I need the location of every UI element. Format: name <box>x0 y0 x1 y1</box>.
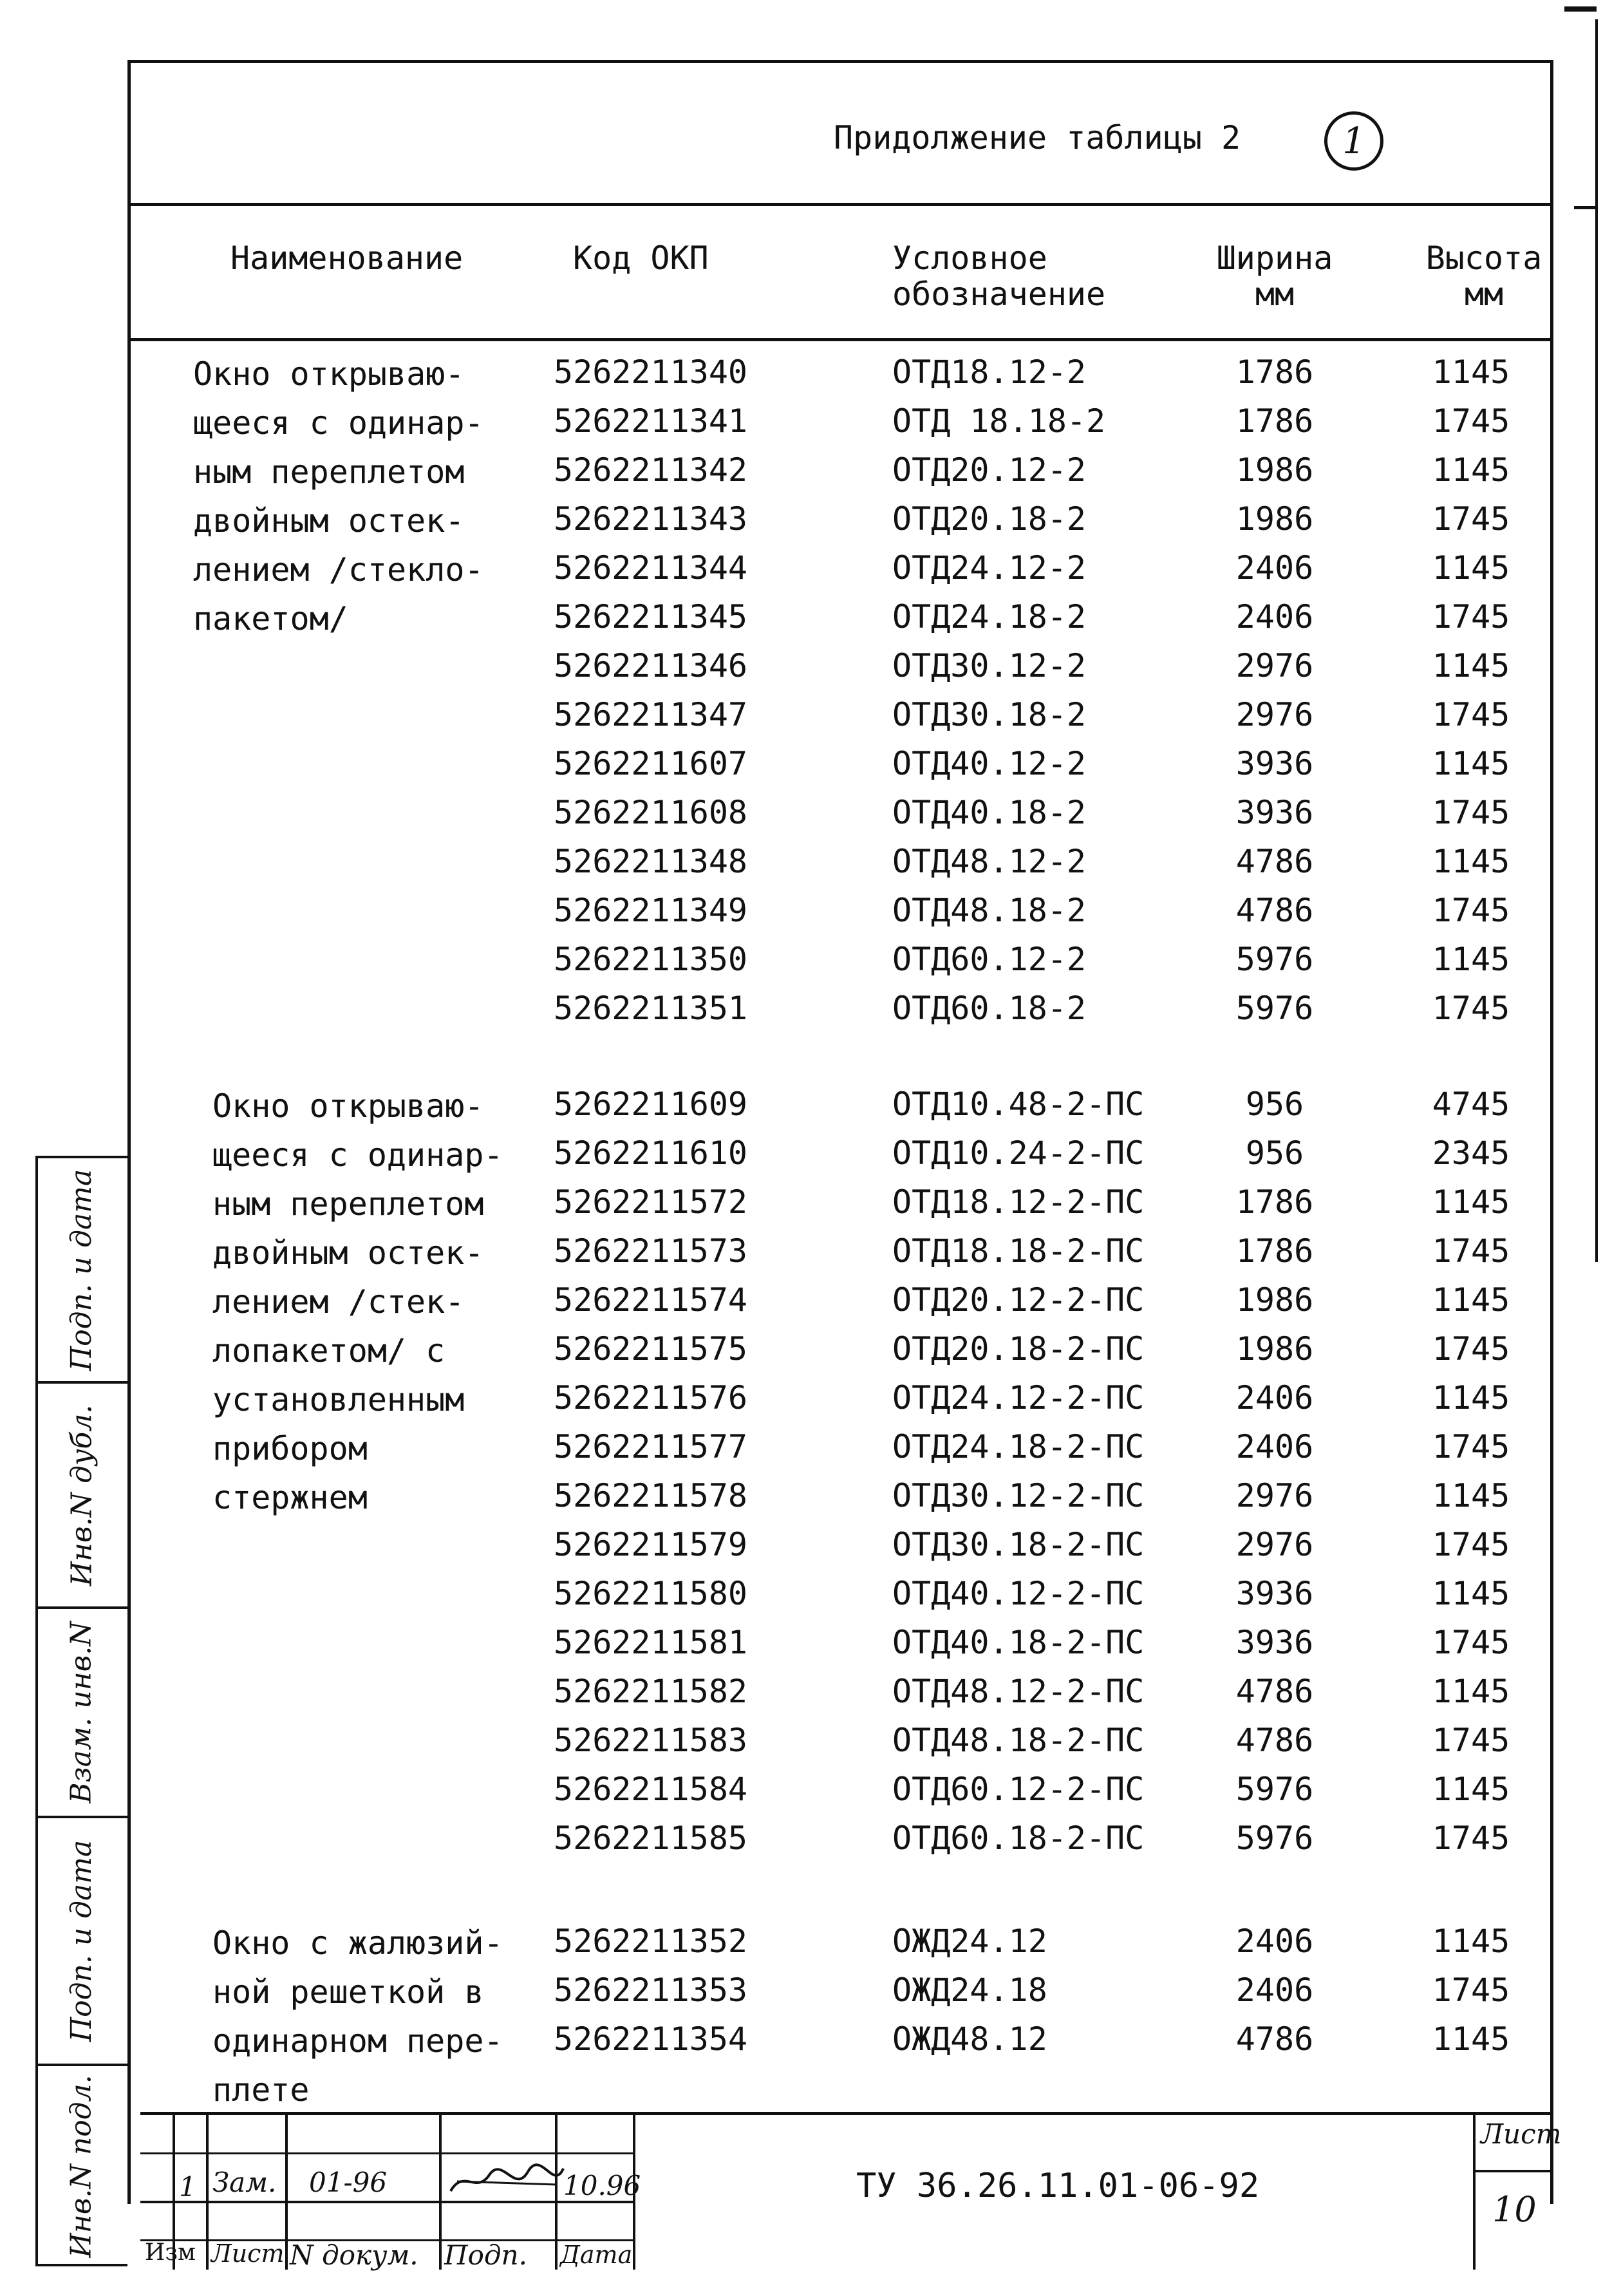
cell-designation: ОТД40.18-2-ПС <box>892 1624 1145 1661</box>
cell-code: 5262211572 <box>554 1183 748 1221</box>
col-header-designation: Условное обозначение <box>892 240 1106 313</box>
cell-designation: ОТД10.24-2-ПС <box>892 1134 1145 1172</box>
cell-width: 956 <box>1245 1134 1304 1172</box>
signature <box>444 2162 567 2201</box>
cell-designation: ОЖД24.12 <box>892 1923 1047 1960</box>
cell-width: 2406 <box>1235 598 1314 635</box>
sheet-number: 10 <box>1492 2189 1537 2230</box>
cell-width: 5976 <box>1235 1820 1314 1857</box>
col-header-code: Код ОКП <box>573 240 709 277</box>
title-block-grid <box>1473 2112 1476 2270</box>
cell-height: 1745 <box>1432 1624 1510 1661</box>
cell-width: 4786 <box>1235 892 1314 929</box>
cell-code: 5262211350 <box>554 941 748 978</box>
table-header-top-rule <box>131 203 1553 206</box>
cell-width: 4786 <box>1235 843 1314 880</box>
cell-designation: ОТД24.12-2-ПС <box>892 1379 1145 1416</box>
cell-designation: ОТД40.12-2 <box>892 745 1087 782</box>
group-name: Окно открываю- щееся с одинар- ным переплетом двойным остек- лением /стекло- пакетом/ <box>193 355 484 637</box>
document-code: ТУ 36.26.11.01-06-92 <box>856 2167 1260 2205</box>
cell-code: 5262211584 <box>554 1771 748 1808</box>
cell-height: 1745 <box>1432 1820 1510 1857</box>
cell-code: 5262211354 <box>554 2020 748 2058</box>
cell-designation: ОТД48.12-2-ПС <box>892 1673 1145 1710</box>
cell-designation: ОТД24.18-2 <box>892 598 1087 635</box>
cell-height: 1145 <box>1432 941 1510 978</box>
cell-code: 5262211607 <box>554 745 748 782</box>
cell-width: 2406 <box>1235 1971 1314 2009</box>
cell-width: 3936 <box>1235 794 1314 831</box>
cell-width: 4786 <box>1235 2020 1314 2058</box>
cell-width: 4786 <box>1235 1673 1314 1710</box>
cell-height: 1745 <box>1432 990 1510 1027</box>
sheet-label: Лист <box>1481 2118 1562 2150</box>
label-izm: Изм <box>145 2239 196 2266</box>
cell-height: 1745 <box>1432 892 1510 929</box>
cell-designation: ОЖД24.18 <box>892 1971 1047 2009</box>
cell-designation: ОТД30.12-2 <box>892 647 1087 684</box>
cell-code: 5262211353 <box>554 1971 748 2009</box>
cell-designation: ОТД30.18-2 <box>892 696 1087 733</box>
cell-code: 5262211343 <box>554 500 748 538</box>
side-stamp-cell <box>35 1159 127 1381</box>
cell-height: 1745 <box>1432 1722 1510 1759</box>
cell-code: 5262211345 <box>554 598 748 635</box>
cell-width: 2406 <box>1235 1428 1314 1465</box>
cell-code: 5262211352 <box>554 1923 748 1960</box>
cell-width: 2406 <box>1235 549 1314 587</box>
cell-height: 1745 <box>1432 402 1510 440</box>
cell-width: 5976 <box>1235 990 1314 1027</box>
group-name: Окно с жалюзий- ной решеткой в одинарном пере- плете <box>212 1924 503 2109</box>
cell-designation: ОТД40.12-2-ПС <box>892 1575 1145 1612</box>
cell-code: 5262211340 <box>554 353 748 391</box>
cell-designation: ОТД30.12-2-ПС <box>892 1477 1145 1514</box>
cell-height: 1745 <box>1432 794 1510 831</box>
cell-code: 5262211347 <box>554 696 748 733</box>
cell-code: 5262211574 <box>554 1281 748 1319</box>
cell-width: 2406 <box>1235 1923 1314 1960</box>
cell-width: 3936 <box>1235 745 1314 782</box>
cell-height: 1145 <box>1432 549 1510 587</box>
title-block-grid <box>206 2112 209 2270</box>
cell-designation: ОТД18.12-2-ПС <box>892 1183 1145 1221</box>
change-sheet-ref: Зам. <box>212 2167 277 2198</box>
cell-height: 1745 <box>1432 1330 1510 1368</box>
cell-code: 5262211609 <box>554 1086 748 1123</box>
cell-height: 1145 <box>1432 1477 1510 1514</box>
cell-width: 1786 <box>1235 1183 1314 1221</box>
side-stamp-label: Подп. и дата <box>65 1840 98 2042</box>
cell-code: 5262211346 <box>554 647 748 684</box>
cell-height: 1145 <box>1432 843 1510 880</box>
cell-code: 5262211341 <box>554 402 748 440</box>
cell-code: 5262211348 <box>554 843 748 880</box>
side-stamp-cell <box>35 1609 127 1816</box>
cell-height: 1745 <box>1432 598 1510 635</box>
cell-code: 5262211577 <box>554 1428 748 1465</box>
change-date: 10.96 <box>563 2170 641 2201</box>
cell-width: 956 <box>1245 1086 1304 1123</box>
cell-code: 5262211573 <box>554 1232 748 1270</box>
cell-code: 5262211580 <box>554 1575 748 1612</box>
change-number: 1 <box>179 2171 196 2203</box>
change-doc-number: 01-96 <box>309 2167 388 2198</box>
cell-designation: ОТД48.18-2 <box>892 892 1087 929</box>
cell-height: 1745 <box>1432 1232 1510 1270</box>
side-stamp-label: Инв.N дубл. <box>65 1404 98 1586</box>
cell-code: 5262211578 <box>554 1477 748 1514</box>
cell-height: 4745 <box>1432 1086 1510 1123</box>
cell-designation: ОЖД48.12 <box>892 2020 1047 2058</box>
cell-height: 1145 <box>1432 451 1510 489</box>
cell-designation: ОТД10.48-2-ПС <box>892 1086 1145 1123</box>
cell-code: 5262211575 <box>554 1330 748 1368</box>
table-header-bottom-rule <box>131 338 1553 341</box>
right-edge-tick <box>1574 206 1597 209</box>
side-stamp-cell <box>35 2066 127 2266</box>
col-header-name: Наименование <box>230 240 464 277</box>
cell-code: 5262211610 <box>554 1134 748 1172</box>
cell-height: 2345 <box>1432 1134 1510 1172</box>
label-list: Лист <box>211 2239 285 2268</box>
cell-code: 5262211583 <box>554 1722 748 1759</box>
cell-code: 5262211608 <box>554 794 748 831</box>
cell-width: 1986 <box>1235 500 1314 538</box>
side-stamp-label: Взам. инв.N <box>65 1621 98 1803</box>
cell-height: 1145 <box>1432 1281 1510 1319</box>
cell-code: 5262211349 <box>554 892 748 929</box>
cell-width: 2976 <box>1235 1526 1314 1563</box>
label-podp: Подп. <box>444 2239 527 2271</box>
title-block-grid <box>1473 2170 1553 2172</box>
cell-designation: ОТД60.18-2-ПС <box>892 1820 1145 1857</box>
cell-height: 1145 <box>1432 1379 1510 1416</box>
col-header-height: Высота мм <box>1425 240 1542 313</box>
cell-width: 1986 <box>1235 1281 1314 1319</box>
cell-designation: ОТД20.12-2 <box>892 451 1087 489</box>
side-stamp-label: Подп. и дата <box>65 1169 98 1371</box>
cell-height: 1145 <box>1432 353 1510 391</box>
cell-width: 5976 <box>1235 1771 1314 1808</box>
page-marker-circle: 1 <box>1324 111 1383 171</box>
cell-width: 1986 <box>1235 451 1314 489</box>
col-header-width: Ширина мм <box>1216 240 1333 313</box>
cell-designation: ОТД48.18-2-ПС <box>892 1722 1145 1759</box>
cell-designation: ОТД20.18-2-ПС <box>892 1330 1145 1368</box>
cell-width: 3936 <box>1235 1575 1314 1612</box>
cell-width: 1786 <box>1235 402 1314 440</box>
cell-designation: ОТД18.18-2-ПС <box>892 1232 1145 1270</box>
cell-height: 1145 <box>1432 1183 1510 1221</box>
cell-designation: ОТД30.18-2-ПС <box>892 1526 1145 1563</box>
cell-height: 1145 <box>1432 1575 1510 1612</box>
cell-designation: ОТД60.12-2 <box>892 941 1087 978</box>
cell-height: 1745 <box>1432 1971 1510 2009</box>
cell-height: 1745 <box>1432 696 1510 733</box>
cell-width: 2976 <box>1235 1477 1314 1514</box>
cell-height: 1145 <box>1432 647 1510 684</box>
cell-height: 1145 <box>1432 1673 1510 1710</box>
cell-designation: ОТД20.18-2 <box>892 500 1087 538</box>
cell-height: 1145 <box>1432 1923 1510 1960</box>
label-data: Дата <box>560 2241 633 2269</box>
cell-height: 1145 <box>1432 745 1510 782</box>
cell-code: 5262211576 <box>554 1379 748 1416</box>
cell-width: 2976 <box>1235 696 1314 733</box>
side-stamp-cell <box>35 1384 127 1606</box>
cell-width: 2976 <box>1235 647 1314 684</box>
cell-width: 1986 <box>1235 1330 1314 1368</box>
side-stamp-label: Инв.N подл. <box>65 2075 98 2258</box>
cell-code: 5262211582 <box>554 1673 748 1710</box>
title-block-grid <box>140 2152 634 2154</box>
cell-designation: ОТД24.12-2 <box>892 549 1087 587</box>
cell-code: 5262211579 <box>554 1526 748 1563</box>
cell-width: 4786 <box>1235 1722 1314 1759</box>
cell-designation: ОТД60.12-2-ПС <box>892 1771 1145 1808</box>
cell-height: 1145 <box>1432 2020 1510 2058</box>
cell-code: 5262211351 <box>554 990 748 1027</box>
title-block-grid <box>140 2201 634 2203</box>
cell-width: 1786 <box>1235 1232 1314 1270</box>
cell-width: 5976 <box>1235 941 1314 978</box>
label-ndokum: N докум. <box>290 2239 418 2271</box>
cell-code: 5262211585 <box>554 1820 748 1857</box>
cell-height: 1745 <box>1432 500 1510 538</box>
cell-code: 5262211342 <box>554 451 748 489</box>
cell-designation: ОТД 18.18-2 <box>892 402 1106 440</box>
cell-designation: ОТД40.18-2 <box>892 794 1087 831</box>
cell-width: 3936 <box>1235 1624 1314 1661</box>
cell-code: 5262211344 <box>554 549 748 587</box>
title-block-grid <box>285 2112 288 2270</box>
cell-designation: ОТД24.18-2-ПС <box>892 1428 1145 1465</box>
side-stamp-cell <box>35 1818 127 2064</box>
cell-height: 1745 <box>1432 1428 1510 1465</box>
cell-designation: ОТД20.12-2-ПС <box>892 1281 1145 1319</box>
cell-designation: ОТД48.12-2 <box>892 843 1087 880</box>
cell-code: 5262211581 <box>554 1624 748 1661</box>
cell-width: 1786 <box>1235 353 1314 391</box>
cell-designation: ОТД18.12-2 <box>892 353 1087 391</box>
page-title: Придолжение таблицы 2 <box>834 119 1241 156</box>
title-block-grid <box>439 2112 442 2270</box>
group-name: Окно открываю- щееся с одинар- ным переплетом двойным остек- лением /стек- лопакетом/ с установленным прибором стержнем <box>212 1087 503 1516</box>
cell-designation: ОТД60.18-2 <box>892 990 1087 1027</box>
cell-height: 1145 <box>1432 1771 1510 1808</box>
cell-width: 2406 <box>1235 1379 1314 1416</box>
right-edge-tick <box>1564 6 1597 12</box>
cell-height: 1745 <box>1432 1526 1510 1563</box>
